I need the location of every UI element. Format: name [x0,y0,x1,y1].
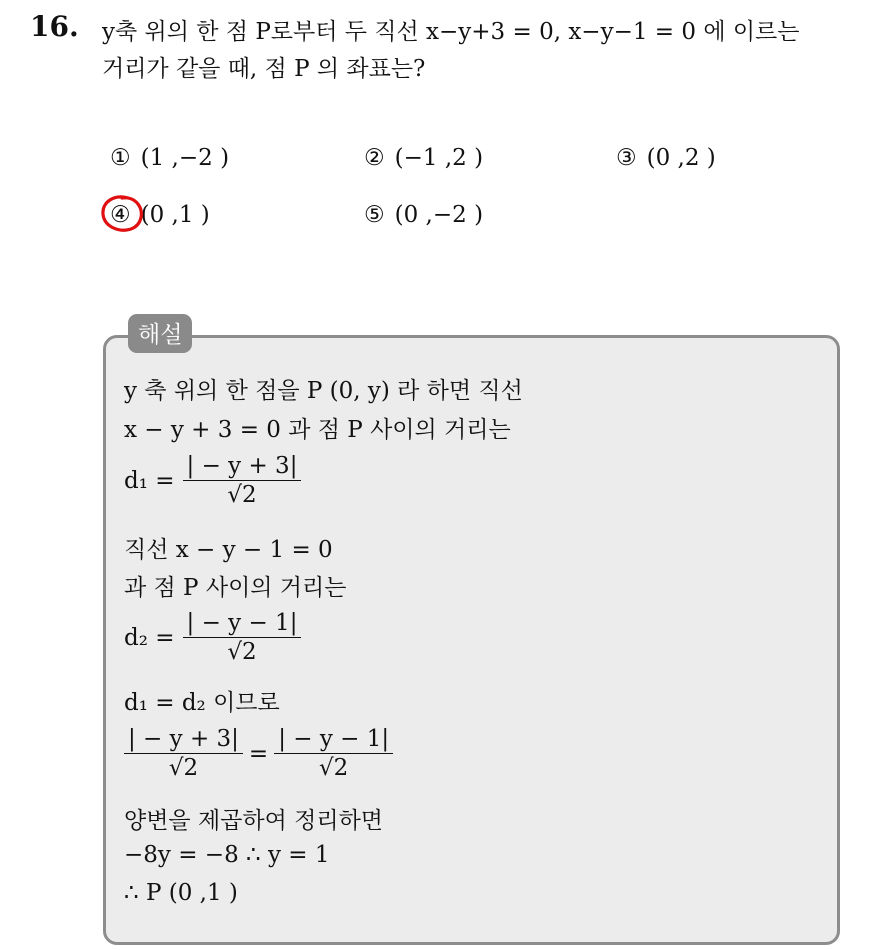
question-number: 16. [30,10,79,43]
choice-2[interactable] [364,145,483,171]
question-line-1: y축 위의 한 점 P로부터 두 직선 x−y+3 = 0, x−y−1 = 0 에 이르는 [102,19,800,45]
choice-5[interactable] [364,202,483,228]
answer-circle-mark [98,192,148,236]
solution-d1-formula [124,453,301,508]
d1-fraction [183,453,302,508]
choice-3-text: (0 ,2 ) [646,145,716,171]
solution-equation [124,726,393,781]
choice-5-text: (0 ,−2 ) [394,202,484,228]
choice-3[interactable] [616,145,716,171]
d2-lhs: d₂ = [124,624,175,651]
choice-4-number: ④ [110,202,131,228]
choice-2-number: ② [364,145,385,171]
solution-line-7: −8y = −8 ∴ y = 1 [124,842,330,868]
solution-line-5: d₁ = d₂ 이므로 [124,690,280,716]
solution-d2-formula [124,610,301,665]
d2-denominator: √2 [227,639,257,665]
solution-line-1: y 축 위의 한 점을 P (0, y) 라 하면 직선 [124,378,523,404]
eq-sign: = [248,740,269,767]
solution-label: 해설 [128,314,192,353]
solution-line-2: x − y + 3 = 0 과 점 P 사이의 거리는 [124,417,511,443]
choice-1-number: ① [110,145,131,171]
eq-left-numerator: | − y + 3| [124,726,243,754]
eq-left-denominator: √2 [168,755,199,781]
d2-fraction [183,610,302,665]
choice-4-text: (0 ,1 ) [140,202,210,228]
solution-line-4: 과 점 P 사이의 거리는 [124,575,347,601]
eq-right-denominator: √2 [319,755,349,781]
solution-line-3: 직선 x − y − 1 = 0 [124,537,333,563]
d1-lhs: d₁ = [124,467,175,494]
choice-1[interactable] [110,145,229,171]
solution-line-6: 양변을 제곱하여 정리하면 [124,808,384,834]
eq-right-fraction [274,726,393,781]
choice-2-text: (−1 ,2 ) [394,145,484,171]
eq-left-fraction [124,726,243,781]
choice-1-text: (1 ,−2 ) [140,145,230,171]
choice-3-number: ③ [616,145,637,171]
eq-right-numerator: | − y − 1| [274,726,393,754]
question-text [102,14,872,88]
d1-denominator: √2 [227,482,257,508]
d2-numerator: | − y − 1| [183,610,302,638]
choice-5-number: ⑤ [364,202,385,228]
solution-line-8: ∴ P (0 ,1 ) [124,880,238,906]
d1-numerator: | − y + 3| [183,453,302,481]
question-line-2: 거리가 같을 때, 점 P 의 좌표는? [102,56,426,82]
